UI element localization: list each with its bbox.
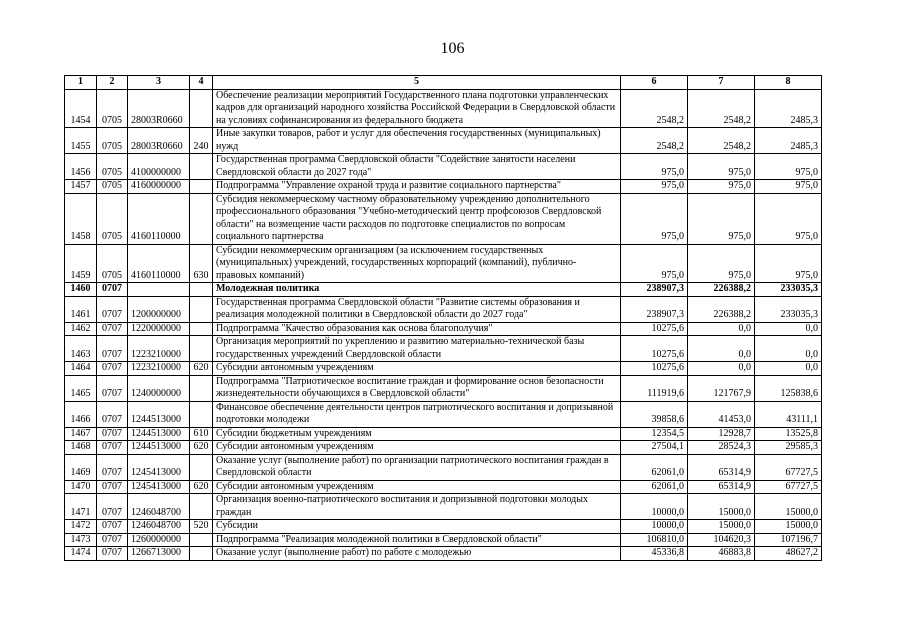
item-name-cell: Государственная программа Свердловской области "Содействие занятости населени Свердловской области до 2027 года" [213,154,621,180]
item-name-cell: Субсидия некоммерческому частному образовательному учреждению дополнительного профессионального образования "Учебно-методический центр профсоюзов Свердловской области" на возмещение части расходов по подготовке специалистов по вопросам социального партнерства [213,193,621,244]
item-name-cell: Молодежная политика [213,283,621,297]
amount-col8-cell: 975,0 [755,193,822,244]
row-number-cell: 1459 [65,244,97,283]
expense-type-cell [190,375,213,401]
amount-col8-cell: 2485,3 [755,128,822,154]
table-row [65,547,822,561]
section-code-cell: 0707 [97,520,128,534]
row-number-cell: 1458 [65,193,97,244]
amount-col8-cell: 29585,3 [755,441,822,455]
item-name-cell: Организация военно-патриотического воспитания и допризывной подготовки молодых граждан [213,494,621,520]
section-code-cell: 0707 [97,454,128,480]
amount-col8-cell: 43111,1 [755,401,822,427]
target-article-cell: 4160110000 [128,244,190,283]
amount-col6-cell: 10275,6 [621,336,688,362]
amount-col7-cell: 15000,0 [688,494,755,520]
section-code-cell: 0707 [97,441,128,455]
expense-type-cell: 620 [190,480,213,494]
amount-col8-cell: 107196,7 [755,533,822,547]
section-code-cell: 0707 [97,296,128,322]
expense-type-cell [190,154,213,180]
expense-type-cell [190,180,213,194]
section-code-cell: 0707 [97,283,128,297]
expense-type-cell: 630 [190,244,213,283]
table-row [65,89,822,128]
amount-col7-cell: 65314,9 [688,480,755,494]
target-article-cell: 1246048700 [128,520,190,534]
target-article-cell: 1244513000 [128,401,190,427]
row-number-cell: 1454 [65,89,97,128]
row-number-cell: 1455 [65,128,97,154]
table-row [65,454,822,480]
item-name-cell: Подпрограмма "Управление охраной труда и развитие социального партнерства" [213,180,621,194]
amount-col7-cell: 104620,3 [688,533,755,547]
amount-col7-cell: 46883,8 [688,547,755,561]
section-code-cell: 0707 [97,533,128,547]
row-number-cell: 1471 [65,494,97,520]
table-row [65,494,822,520]
amount-col8-cell: 2485,3 [755,89,822,128]
row-number-cell: 1466 [65,401,97,427]
amount-col7-cell: 12928,7 [688,427,755,441]
amount-col6-cell: 106810,0 [621,533,688,547]
row-number-cell: 1474 [65,547,97,561]
target-article-cell: 1200000000 [128,296,190,322]
target-article-cell: 4100000000 [128,154,190,180]
item-name-cell: Субсидии некоммерческим организациям (за исключением государственных (муниципальных) учреждений, государственных корпораций (компаний), публично-правовых компаний) [213,244,621,283]
amount-col8-cell: 15000,0 [755,520,822,534]
amount-col6-cell: 12354,5 [621,427,688,441]
amount-col8-cell: 975,0 [755,244,822,283]
item-name-cell: Обеспечение реализации мероприятий Государственного плана подготовки управленческих кадров для организаций народного хозяйства Российской Федерации в Свердловской области на условиях софинансирования из федерального бюджета [213,89,621,128]
table-row [65,322,822,336]
table-row [65,533,822,547]
amount-col6-cell: 238907,3 [621,283,688,297]
amount-col7-cell: 975,0 [688,154,755,180]
target-article-cell: 28003R0660 [128,89,190,128]
expense-type-cell [190,533,213,547]
amount-col8-cell: 233035,3 [755,296,822,322]
row-number-cell: 1469 [65,454,97,480]
target-article-cell: 1246048700 [128,494,190,520]
expense-type-cell [190,336,213,362]
column-header: 3 [128,76,190,90]
amount-col6-cell: 111919,6 [621,375,688,401]
row-number-cell: 1470 [65,480,97,494]
expense-type-cell: 610 [190,427,213,441]
amount-col7-cell: 0,0 [688,322,755,336]
amount-col6-cell: 975,0 [621,154,688,180]
expense-type-cell [190,494,213,520]
target-article-cell: 1245413000 [128,480,190,494]
amount-col6-cell: 2548,2 [621,128,688,154]
row-number-cell: 1456 [65,154,97,180]
amount-col6-cell: 10275,6 [621,362,688,376]
amount-col6-cell: 45336,8 [621,547,688,561]
row-number-cell: 1468 [65,441,97,455]
table-row [65,336,822,362]
row-number-cell: 1467 [65,427,97,441]
expense-type-cell [190,89,213,128]
amount-col6-cell: 975,0 [621,193,688,244]
section-code-cell: 0705 [97,154,128,180]
amount-col7-cell: 2548,2 [688,128,755,154]
column-header: 7 [688,76,755,90]
amount-col7-cell: 226388,2 [688,296,755,322]
item-name-cell: Подпрограмма "Реализация молодежной политики в Свердловской области" [213,533,621,547]
amount-col8-cell: 15000,0 [755,494,822,520]
amount-col6-cell: 62061,0 [621,454,688,480]
amount-col6-cell: 27504,1 [621,441,688,455]
table-row [65,296,822,322]
section-code-cell: 0705 [97,180,128,194]
column-header: 6 [621,76,688,90]
section-code-cell: 0707 [97,547,128,561]
row-number-cell: 1463 [65,336,97,362]
section-code-cell: 0705 [97,244,128,283]
row-number-cell: 1465 [65,375,97,401]
table-row [65,154,822,180]
expense-type-cell: 620 [190,441,213,455]
row-number-cell: 1464 [65,362,97,376]
amount-col7-cell: 65314,9 [688,454,755,480]
amount-col7-cell: 15000,0 [688,520,755,534]
item-name-cell: Субсидии автономным учреждениям [213,480,621,494]
amount-col6-cell: 10000,0 [621,494,688,520]
table-row [65,193,822,244]
section-code-cell: 0707 [97,494,128,520]
amount-col7-cell: 975,0 [688,193,755,244]
target-article-cell [128,283,190,297]
table-row [65,441,822,455]
amount-col8-cell: 67727,5 [755,454,822,480]
amount-col6-cell: 39858,6 [621,401,688,427]
item-name-cell: Субсидии автономным учреждениям [213,441,621,455]
target-article-cell: 1260000000 [128,533,190,547]
amount-col7-cell: 975,0 [688,180,755,194]
amount-col7-cell: 121767,9 [688,375,755,401]
amount-col7-cell: 41453,0 [688,401,755,427]
item-name-cell: Субсидии бюджетным учреждениям [213,427,621,441]
expense-type-cell: 520 [190,520,213,534]
amount-col8-cell: 67727,5 [755,480,822,494]
column-header: 8 [755,76,822,90]
expense-type-cell [190,296,213,322]
item-name-cell: Субсидии [213,520,621,534]
table-row [65,244,822,283]
item-name-cell: Подпрограмма "Качество образования как основа благополучия" [213,322,621,336]
amount-col6-cell: 62061,0 [621,480,688,494]
amount-col8-cell: 0,0 [755,362,822,376]
expense-type-cell [190,454,213,480]
target-article-cell: 1220000000 [128,322,190,336]
amount-col6-cell: 2548,2 [621,89,688,128]
column-header: 5 [213,76,621,90]
target-article-cell: 1240000000 [128,375,190,401]
page-number: 106 [440,40,465,57]
budget-table [64,75,822,561]
section-code-cell: 0707 [97,427,128,441]
amount-col7-cell: 0,0 [688,336,755,362]
row-number-cell: 1460 [65,283,97,297]
expense-type-cell: 620 [190,362,213,376]
expense-type-cell [190,193,213,244]
amount-col8-cell: 975,0 [755,154,822,180]
section-code-cell: 0707 [97,336,128,362]
expense-type-cell [190,283,213,297]
target-article-cell: 1266713000 [128,547,190,561]
section-code-cell: 0707 [97,375,128,401]
item-name-cell: Подпрограмма "Патриотическое воспитание граждан и формирование основ безопасности жизнедеятельности обучающихся в Свердловской области" [213,375,621,401]
table-row [65,401,822,427]
column-header: 2 [97,76,128,90]
amount-col7-cell: 975,0 [688,244,755,283]
amount-col6-cell: 975,0 [621,180,688,194]
item-name-cell: Организация мероприятий по укреплению и развитию материально-технической базы государственных учреждений Свердловской области [213,336,621,362]
section-code-cell: 0705 [97,193,128,244]
section-code-cell: 0707 [97,480,128,494]
table-row [65,375,822,401]
table-row [65,480,822,494]
row-number-cell: 1457 [65,180,97,194]
target-article-cell: 1244513000 [128,427,190,441]
row-number-cell: 1473 [65,533,97,547]
amount-col6-cell: 238907,3 [621,296,688,322]
amount-col6-cell: 10275,6 [621,322,688,336]
item-name-cell: Государственная программа Свердловской области "Развитие системы образования и реализация молодежной политики в Свердловской области до 2027 года" [213,296,621,322]
amount-col8-cell: 125838,6 [755,375,822,401]
row-number-cell: 1472 [65,520,97,534]
item-name-cell: Субсидии автономным учреждениям [213,362,621,376]
item-name-cell: Оказание услуг (выполнение работ) по организации патриотического воспитания граждан в Свердловской области [213,454,621,480]
row-number-cell: 1462 [65,322,97,336]
amount-col8-cell: 0,0 [755,322,822,336]
table-row [65,128,822,154]
target-article-cell: 1223210000 [128,336,190,362]
amount-col7-cell: 226388,2 [688,283,755,297]
section-code-cell: 0707 [97,322,128,336]
column-header: 1 [65,76,97,90]
row-number-cell: 1461 [65,296,97,322]
amount-col8-cell: 0,0 [755,336,822,362]
item-name-cell: Финансовое обеспечение деятельности центров патриотического воспитания и допризывной подготовки молодежи [213,401,621,427]
amount-col8-cell: 233035,3 [755,283,822,297]
amount-col8-cell: 13525,8 [755,427,822,441]
section-code-cell: 0707 [97,362,128,376]
target-article-cell: 4160000000 [128,180,190,194]
amount-col7-cell: 28524,3 [688,441,755,455]
amount-col8-cell: 48627,2 [755,547,822,561]
section-code-cell: 0707 [97,401,128,427]
amount-col6-cell: 10000,0 [621,520,688,534]
item-name-cell: Иные закупки товаров, работ и услуг для обеспечения государственных (муниципальных) нужд [213,128,621,154]
amount-col6-cell: 975,0 [621,244,688,283]
header-row [65,76,822,90]
target-article-cell: 28003R0660 [128,128,190,154]
item-name-cell: Оказание услуг (выполнение работ) по работе с молодежью [213,547,621,561]
amount-col7-cell: 2548,2 [688,89,755,128]
target-article-cell: 1245413000 [128,454,190,480]
table-row [65,180,822,194]
target-article-cell: 1244513000 [128,441,190,455]
amount-col7-cell: 0,0 [688,362,755,376]
expense-type-cell [190,401,213,427]
target-article-cell: 1223210000 [128,362,190,376]
section-code-cell: 0705 [97,89,128,128]
column-header: 4 [190,76,213,90]
table-row [65,427,822,441]
expense-type-cell: 240 [190,128,213,154]
amount-col8-cell: 975,0 [755,180,822,194]
expense-type-cell [190,547,213,561]
table-row [65,362,822,376]
table-body [65,89,822,560]
table-row [65,520,822,534]
target-article-cell: 4160110000 [128,193,190,244]
section-code-cell: 0705 [97,128,128,154]
table-row [65,283,822,297]
expense-type-cell [190,322,213,336]
